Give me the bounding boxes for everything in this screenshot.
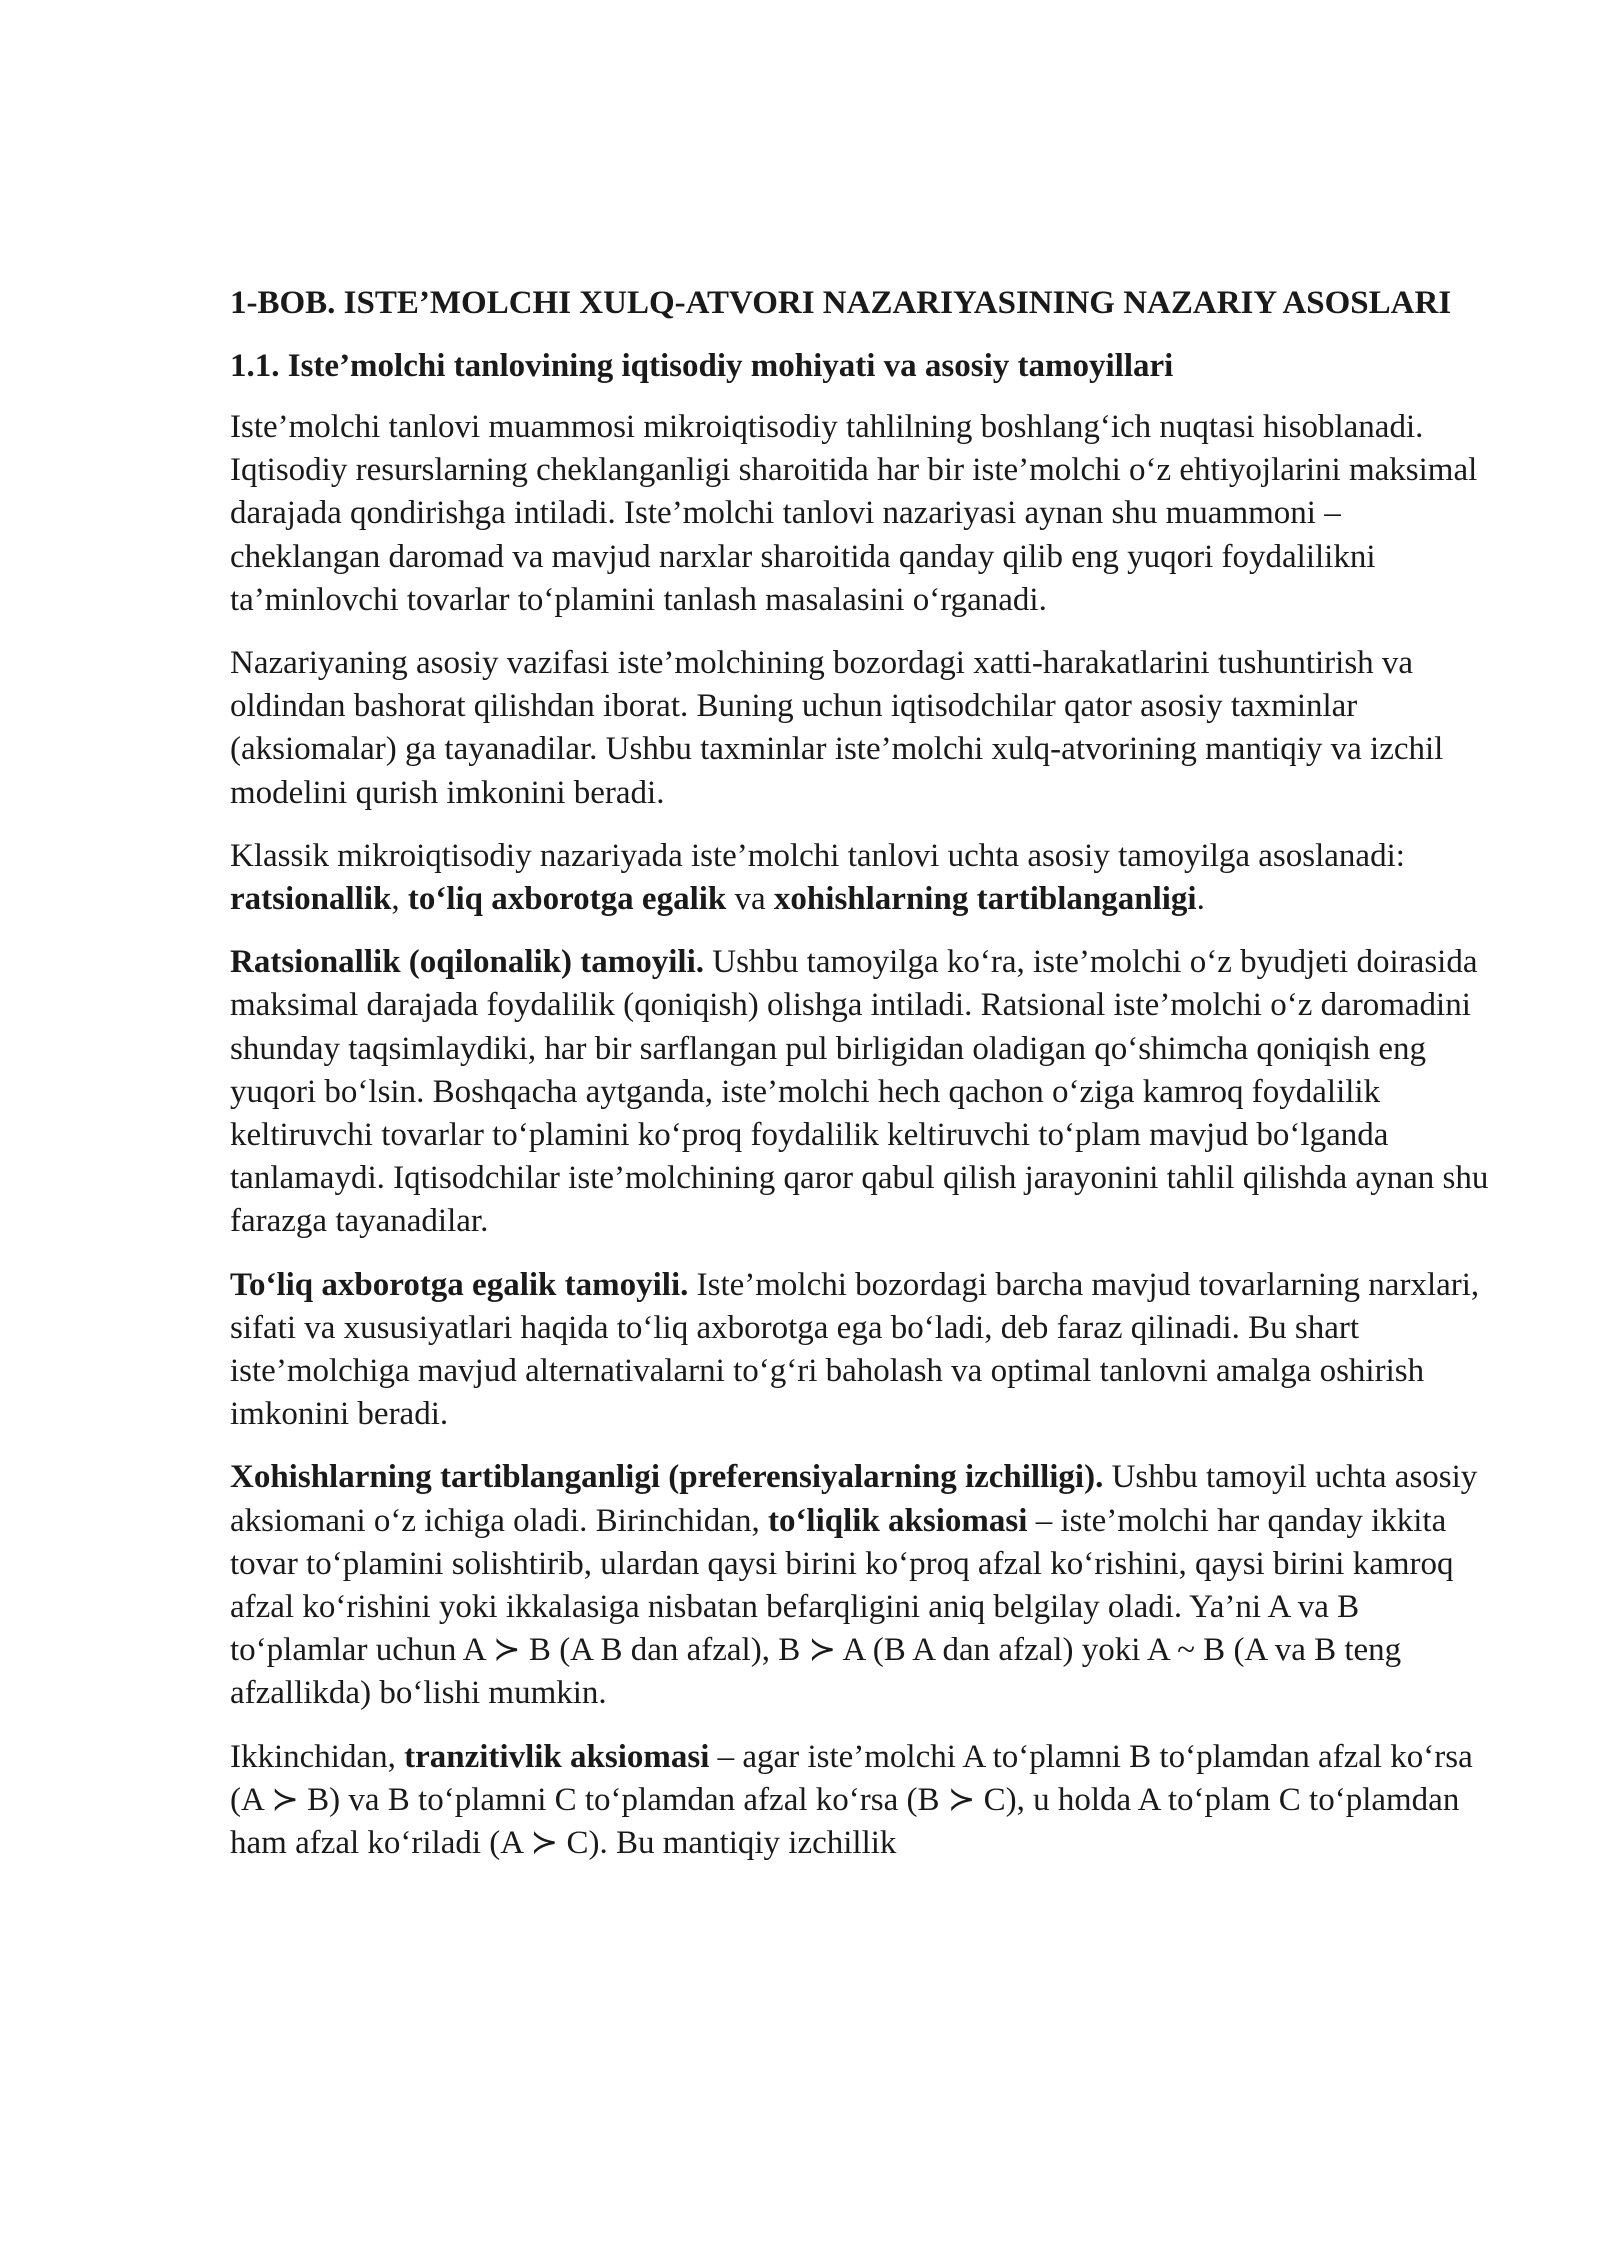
paragraph-6-text1: Ushbu tamoyil uchta asosiy aksiomani o‘z ichiga oladi. Birinchidan, bbox=[230, 1459, 1478, 1539]
section-title: 1.1. Iste’molchi tanlovining iqtisodiy mohiyati va asosiy tamoyillari bbox=[230, 348, 1174, 384]
paragraph-3-intro: Klassik mikroiqtisodiy nazariyada iste’molchi tanlovi uchta asosiy tamoyilga asoslanadi: bbox=[230, 837, 1405, 874]
paragraph-3-sep1: , bbox=[391, 881, 408, 918]
paragraph-6-heading: Xohishlarning tartiblanganligi (preferensiyalarning izchilligi). bbox=[230, 1459, 1104, 1496]
paragraph-6-text2: – iste’molchi har qanday ikkita tovar to‘plamini solishtirib, ulardan qaysi birini ko‘proq afzal ko‘rishini, qaysi birini kamroq afzal ko‘rishini yoki ikkalasiga nisbatan befarqligini aniq belgilay oladi. Ya’ni A va B to‘plamlar uchun A ≻ B (A B dan afzal), B ≻ A (B A dan afzal) yoki A ~ B (A va B teng afzallikda) bo‘lishi mumkin. bbox=[230, 1502, 1454, 1712]
paragraph-5 bbox=[230, 1264, 1490, 1437]
term-toliqlik-aksiomasi: to‘liqlik aksiomasi bbox=[767, 1502, 1028, 1539]
paragraph-2: Nazariyaning asosiy vazifasi iste’molchining bozordagi xatti-harakatlarini tushuntirish va oldindan bashorat qilishdan iborat. Buning uchun iqtisodchilar qator asosiy taxminlar (aksiomalar) ga tayanadilar. Ushbu taxminlar iste’molchi xulq-atvorining mantiqiy va izchil modelini qurish imkonini beradi. bbox=[230, 645, 1444, 811]
chapter-title: 1-BOB. ISTE’MOLCHI XULQ-ATVORI NAZARIYASINING NAZARIY ASOSLARI bbox=[230, 285, 1452, 321]
paragraph-1: Iste’molchi tanlovi muammosi mikroiqtisodiy tahlilning boshlang‘ich nuqtasi hisoblanadi. Iqtisodiy resurslarning cheklanganligi sharoitida har bir iste’molchi o‘z ehtiyojlarini maksimal darajada qondirishga intiladi. Iste’molchi tanlovi nazariyasi aynan shu muammoni – cheklangan daromad va mavjud narxlar sharoitida qanday qilib eng yuqori foydalilikni ta’minlovchi tovarlar to‘plamini tanlash masalasini o‘rganadi. bbox=[230, 409, 1478, 618]
paragraph-4-text: Ushbu tamoyilga ko‘ra, iste’molchi o‘z byudjeti doirasida maksimal darajada foydalilik (qoniqish) olishga intiladi. Ratsional iste’molchi o‘z daromadini shunday taqsimlaydiki, har bir sarflangan pul birligidan oladigan qo‘shimcha qoniqish eng yuqori bo‘lsin. Boshqacha aytganda, iste’molchi hech qachon o‘ziga kamroq foydalilik keltiruvchi tovarlar to‘plamini ko‘proq foydalilik keltiruvchi to‘plam mavjud bo‘lganda tanlamaydi. Iqtisodchilar iste’molchining qaror qabul qilish jarayonini tahlil qilishda aynan shu farazga tayanadilar. bbox=[230, 944, 1489, 1240]
paragraph-4 bbox=[230, 941, 1490, 1243]
paragraph-3-sep2: va bbox=[726, 881, 774, 918]
term-axborot: to‘liq axborotga egalik bbox=[407, 881, 727, 918]
paragraph-5-heading: To‘liq axborotga egalik tamoyili. bbox=[230, 1266, 689, 1303]
paragraph-7-text1: Ikkinchidan, bbox=[230, 1738, 405, 1775]
paragraph-3-end: . bbox=[1196, 881, 1205, 918]
paragraph-3 bbox=[230, 835, 1490, 921]
paragraph-7 bbox=[230, 1736, 1490, 1866]
term-tranzitivlik-aksiomasi: tranzitivlik aksiomasi bbox=[404, 1738, 710, 1775]
document-page bbox=[230, 282, 1490, 1885]
term-ratsionallik: ratsionallik bbox=[230, 881, 392, 918]
paragraph-4-heading: Ratsionallik (oqilonalik) tamoyili. bbox=[230, 944, 704, 981]
paragraph-7-text2: – agar iste’molchi A to‘plamni B to‘plamdan afzal ko‘rsa (A ≻ B) va B to‘plamni C to‘plamdan afzal ko‘rsa (B ≻ C), u holda A to‘plam C to‘plamdan ham afzal ko‘riladi (A ≻ C). Bu mantiqiy izchillik bbox=[230, 1738, 1473, 1862]
paragraph-6 bbox=[230, 1456, 1490, 1715]
term-xohishlar: xohishlarning tartiblanganligi bbox=[773, 881, 1197, 918]
paragraph-5-text: Iste’molchi bozordagi barcha mavjud tovarlarning narxlari, sifati va xususiyatlari haqida to‘liq axborotga ega bo‘ladi, deb faraz qilinadi. Bu shart iste’molchiga mavjud alternativalarni to‘g‘ri baholash va optimal tanlovni amalga oshirish imkonini beradi. bbox=[230, 1266, 1480, 1433]
